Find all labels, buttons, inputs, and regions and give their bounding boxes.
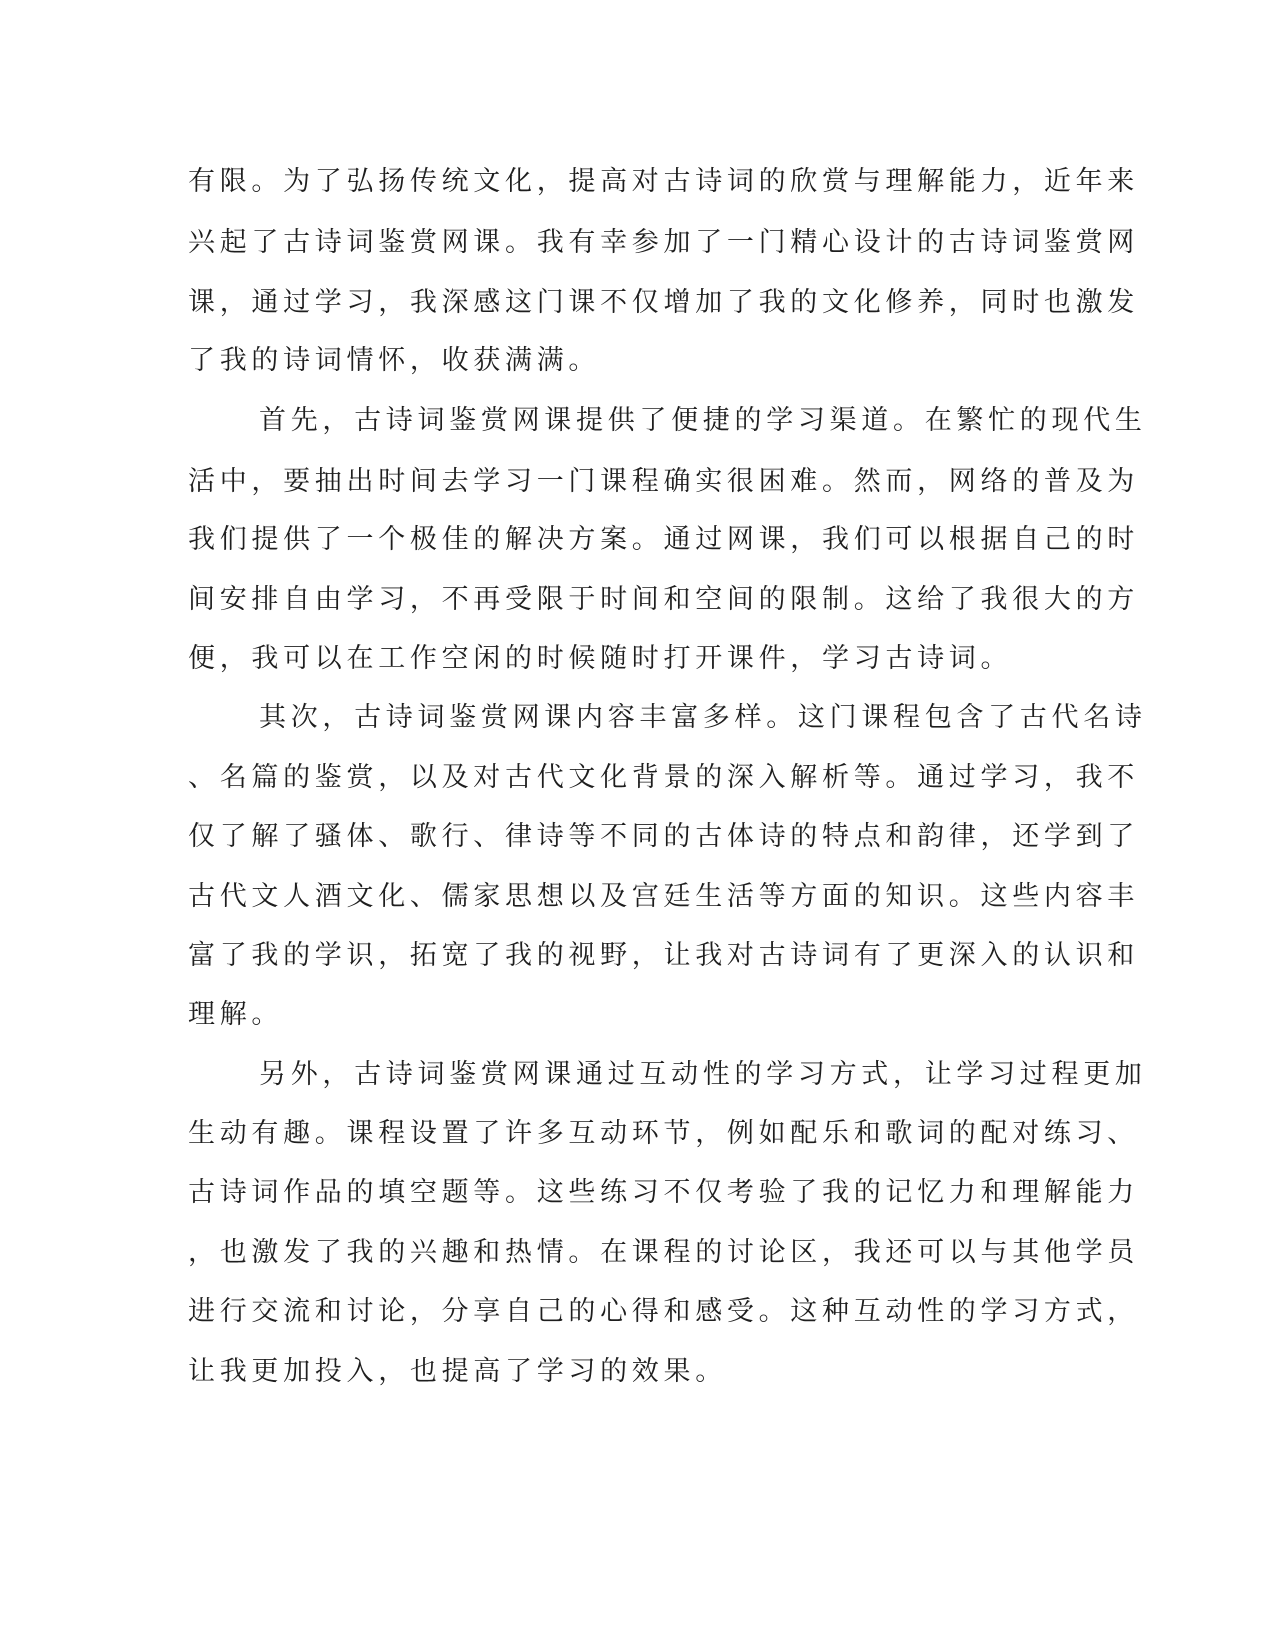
text-line: ，也激发了我的兴趣和热情。在课程的讨论区，我还可以与其他学员 bbox=[188, 1237, 1139, 1268]
text-line: 古代文人酒文化、儒家思想以及宫廷生活等方面的知识。这些内容丰 bbox=[188, 881, 1139, 912]
text-line: 活中，要抽出时间去学习一门课程确实很困难。然而，网络的普及为 bbox=[188, 466, 1139, 497]
text-line: 进行交流和讨论，分享自己的心得和感受。这种互动性的学习方式， bbox=[188, 1296, 1139, 1327]
text-line: 生动有趣。课程设置了许多互动环节，例如配乐和歌词的配对练习、 bbox=[188, 1118, 1139, 1149]
text-line: 有限。为了弘扬传统文化，提高对古诗词的欣赏与理解能力，近年来 bbox=[188, 166, 1139, 197]
paragraph-first-line: 其次，古诗词鉴赏网课内容丰富多样。这门课程包含了古代名诗 bbox=[259, 702, 1147, 733]
text-line: 古诗词作品的填空题等。这些练习不仅考验了我的记忆力和理解能力 bbox=[188, 1177, 1139, 1208]
paragraph-first-line: 另外，古诗词鉴赏网课通过互动性的学习方式，让学习过程更加 bbox=[259, 1059, 1147, 1090]
text-line: 了我的诗词情怀，收获满满。 bbox=[188, 345, 601, 376]
text-line: 富了我的学识，拓宽了我的视野，让我对古诗词有了更深入的认识和 bbox=[188, 940, 1139, 971]
text-line: 课，通过学习，我深感这门课不仅增加了我的文化修养，同时也激发 bbox=[188, 287, 1139, 318]
text-line: 兴起了古诗词鉴赏网课。我有幸参加了一门精心设计的古诗词鉴赏网 bbox=[188, 227, 1139, 258]
paragraph-first-line: 首先，古诗词鉴赏网课提供了便捷的学习渠道。在繁忙的现代生 bbox=[259, 405, 1147, 436]
text-line: 让我更加投入，也提高了学习的效果。 bbox=[188, 1356, 727, 1387]
text-line: 仅了解了骚体、歌行、律诗等不同的古体诗的特点和韵律，还学到了 bbox=[188, 821, 1139, 852]
text-line: 我们提供了一个极佳的解决方案。通过网课，我们可以根据自己的时 bbox=[188, 524, 1139, 555]
text-line: 理解。 bbox=[188, 999, 284, 1030]
text-line: 间安排自由学习，不再受限于时间和空间的限制。这给了我很大的方 bbox=[188, 584, 1139, 615]
text-line: 、名篇的鉴赏，以及对古代文化背景的深入解析等。通过学习，我不 bbox=[188, 762, 1139, 793]
text-line: 便，我可以在工作空闲的时候随时打开课件，学习古诗词。 bbox=[188, 643, 1013, 674]
